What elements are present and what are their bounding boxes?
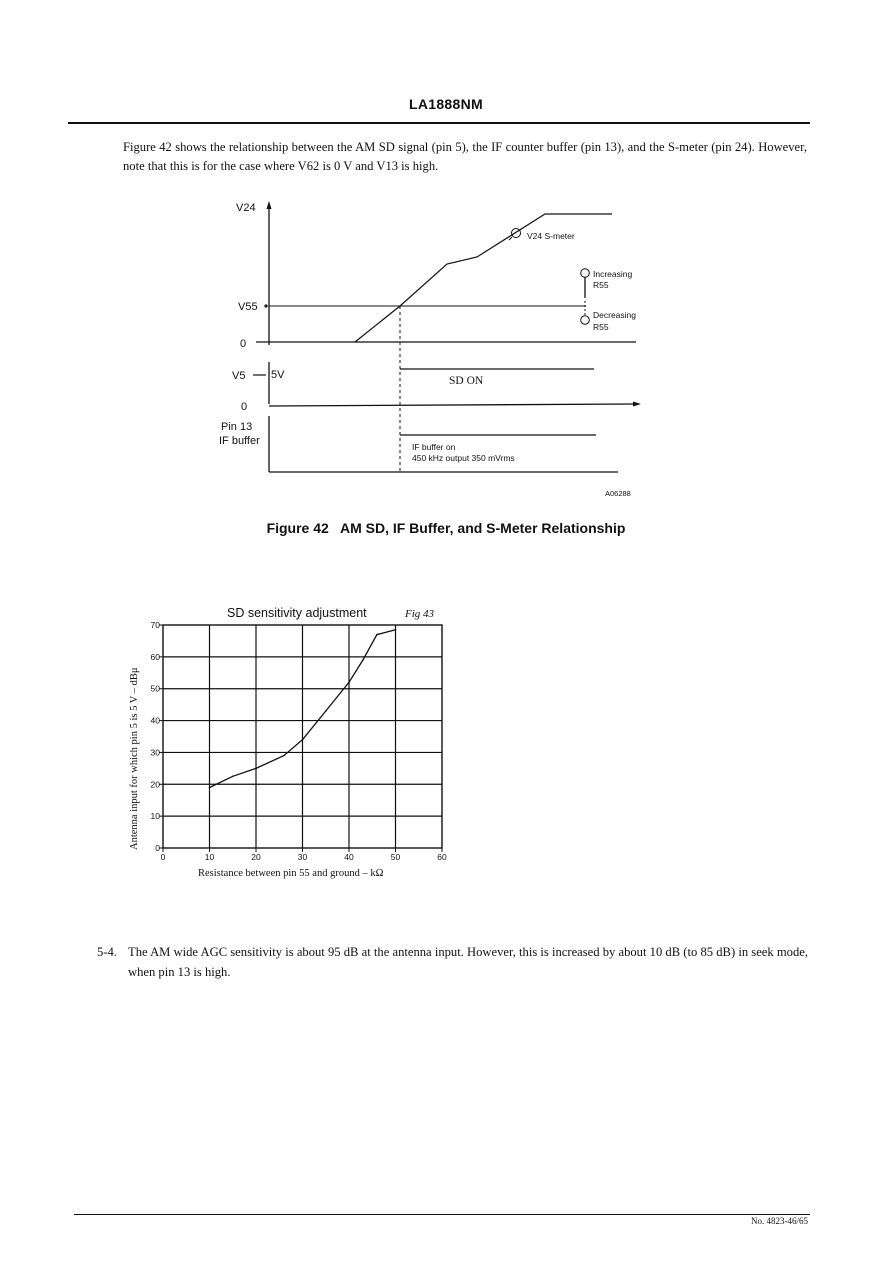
decreasing-r55-marker xyxy=(581,316,590,325)
v5-label: V5 xyxy=(232,370,246,382)
v55-label: V55 xyxy=(238,301,258,313)
chart-x-tick-label: 10 xyxy=(204,852,215,862)
decreasing-label: Decreasing xyxy=(593,310,636,320)
chart-x-tick-label: 0 xyxy=(160,852,166,862)
five-v-label: 5V xyxy=(271,369,285,381)
pin13-label: Pin 13 xyxy=(221,421,253,433)
r55-increasing-label: R55 xyxy=(593,280,609,290)
chart-data-point xyxy=(209,787,211,789)
figure-42-caption: Figure 42 AM SD, IF Buffer, and S-Meter Relationship xyxy=(266,520,626,536)
increasing-r55-marker xyxy=(581,269,590,278)
figure-43-chart xyxy=(0,595,892,895)
chart-x-tick-label: 50 xyxy=(390,852,401,862)
chart-y-tick-label: 50 xyxy=(150,683,160,694)
sd-on-label: SD ON xyxy=(449,375,484,387)
zero-top-label: 0 xyxy=(240,338,247,350)
mid-zero-axis xyxy=(269,404,634,406)
chart-x-tick-label: 20 xyxy=(251,852,261,862)
header-rule xyxy=(68,122,810,124)
chart-x-axis-label: Resistance between pin 55 and ground – kΩ xyxy=(198,868,384,879)
chart-y-tick-label: 0 xyxy=(155,843,160,853)
page-header-part-number: LA1888NM xyxy=(409,96,483,112)
chart-x-tick-label: 40 xyxy=(344,852,354,862)
chart-y-tick-label: 10 xyxy=(150,811,160,822)
chart-y-axis-label: Antenna input for which pin 5 is 5 V – dBμ xyxy=(129,667,140,850)
v24-smeter-label: V24 S-meter xyxy=(527,231,575,241)
chart-grid xyxy=(159,625,442,852)
chart-data-point xyxy=(362,659,364,661)
section-5-4-number: 5-4. xyxy=(97,945,117,959)
increasing-label: Increasing xyxy=(593,269,633,279)
chart-data-point xyxy=(302,739,304,741)
r55-decreasing-label: R55 xyxy=(593,322,609,332)
section-5-4-text: The AM wide AGC sensitivity is about 95 dB at the antenna input. However, this is increased by about 10 dB (to 85 dB) in seek mode, when pin 13 is high. xyxy=(128,945,808,979)
chart-y-tick-label: 30 xyxy=(150,747,160,758)
chart-y-tick-label: 60 xyxy=(150,651,160,662)
chart-data-point xyxy=(232,776,234,778)
chart-y-tick-label: 20 xyxy=(150,779,160,790)
if-output-label: 450 kHz output 350 mVrms xyxy=(412,453,515,463)
figure-42-diagram xyxy=(0,190,892,510)
if-buffer-label: IF buffer xyxy=(219,435,260,447)
chart-data-point xyxy=(348,682,350,684)
if-buffer-on-label: IF buffer on xyxy=(412,442,456,452)
v24-label: V24 xyxy=(236,202,256,214)
chart-data-point xyxy=(255,768,257,770)
v24-axis-arrow xyxy=(267,201,272,209)
chart-y-tick-label: 70 xyxy=(150,620,160,630)
zero-mid-label: 0 xyxy=(241,401,248,413)
chart-x-tick-label: 60 xyxy=(437,852,447,862)
chart-y-tick-label: 40 xyxy=(150,715,160,726)
chart-data-point xyxy=(376,634,378,636)
chart-fig-label: Fig 43 xyxy=(405,608,435,620)
chart-data-point xyxy=(283,755,285,757)
intro-paragraph: Figure 42 shows the relationship between the AM SD signal (pin 5), the IF counter buffer (pin 13), and the S-meter (pin 24). However, note that this is for the case where V62 is 0 V and V13 is high. xyxy=(123,140,807,173)
chart-data-point xyxy=(395,629,397,631)
footer-doc-number: No. 4823-46/65 xyxy=(751,1216,808,1226)
chart-title: SD sensitivity adjustment xyxy=(227,606,367,620)
footer-rule xyxy=(74,1214,810,1215)
chart-data-point xyxy=(325,710,327,712)
chart-x-tick-label: 30 xyxy=(297,852,308,862)
figure-code: A06288 xyxy=(605,489,631,498)
